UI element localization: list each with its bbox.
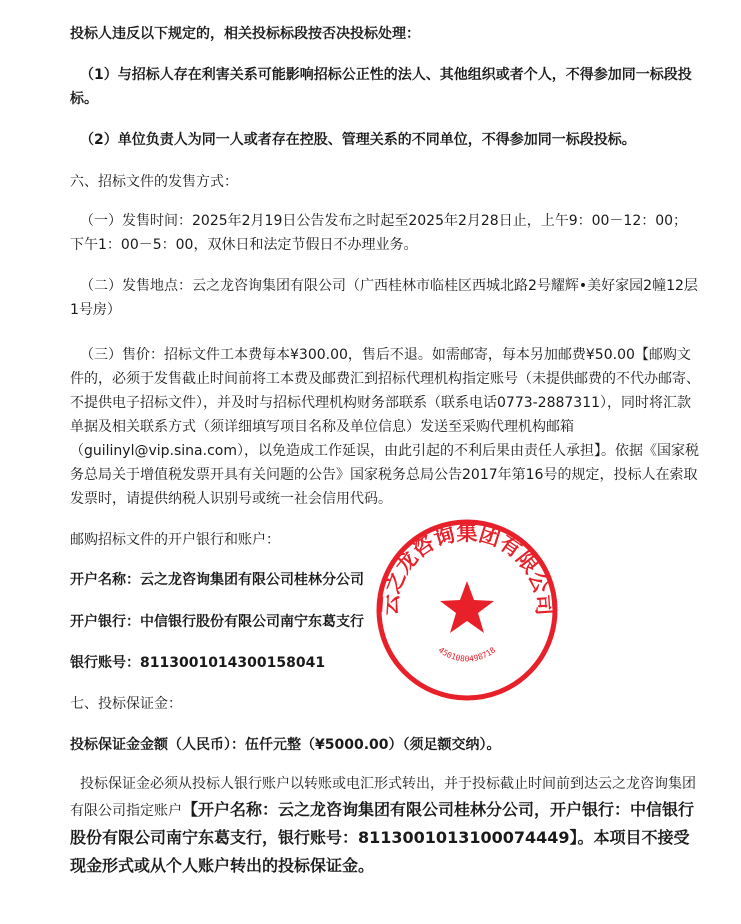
deposit-terms-intro: 投标保证金必须从投标人银行账户以转账或电汇形式转出，并于投标截止时间前到达云之龙咨询集团有限公司指定账户 bbox=[70, 776, 696, 819]
star-icon bbox=[440, 581, 494, 633]
clause-2: （2）单位负责人为同一人或者存在控股、管理关系的不同单位，不得参加同一标段投标。 bbox=[80, 132, 636, 148]
account-name: 开户名称：云之龙咨询集团有限公司桂林分公司 bbox=[70, 572, 364, 588]
clause-1: （1）与招标人存在利害关系可能影响招标公正性的法人、其他组织或者个人，不得参加同一标段投标。 bbox=[70, 67, 692, 107]
sale-location: （二）发售地点：云之龙咨询集团有限公司（广西桂林市临桂区西城北路2号耀辉•美好家园2幢12层1号房） bbox=[70, 278, 698, 318]
clause-intro: 投标人违反以下规定的，相关投标标段按否决投标处理： bbox=[70, 26, 420, 42]
seal-code: 4501080498718 bbox=[436, 645, 498, 664]
seal-name: 云之龙咨询集团有限公司 bbox=[377, 521, 557, 617]
sale-price: （三）售价：招标文件工本费每本¥300.00，售后不退。如需邮寄，每本另加邮费¥50.00【邮购文件的，必须于发售截止时间前将工本费及邮费汇到招标代理机构指定账号（未提供邮费的不代办邮寄、不提供电子招标文件），并及时与招标代理机构财务部联系（联系电话0773-2887311），同时将汇款单据及相关联系方式（须详细填写项目名称及单位信息）发送至采购代理机构邮箱（guilinyl@vip.sina.com），以免造成工作延误，由此引起的不利后果由责任人承担】。依据《国家税务总局关于增值税发票开具有关问题的公告》国家税务总局公告2017年第16号的规定，投标人在索取发票时，请提供纳税人识别号或统一社会信用代码。 bbox=[70, 347, 700, 507]
account-number: 银行账号：8113001014300158041 bbox=[70, 655, 326, 671]
deposit-amount: 投标保证金金额（人民币）：伍仟元整（¥5000.00）（须足额交纳）。 bbox=[70, 737, 501, 753]
bank-name: 开户银行：中信银行股份有限公司南宁东葛支行 bbox=[70, 614, 364, 630]
section-6-heading: 六、招标文件的发售方式： bbox=[70, 174, 238, 190]
bank-info-heading: 邮购招标文件的开户银行和账户： bbox=[70, 532, 280, 548]
section-7-heading: 七、投标保证金： bbox=[70, 696, 182, 712]
deposit-terms bbox=[70, 772, 700, 880]
deposit-account-info: 【开户名称：云之龙咨询集团有限公司桂林分公司，开户银行：中信银行股份有限公司南宁东葛支行，银行账号：8113001013100074449】。本项目不接受现金形式或从个人账户转出的投标保证金。 bbox=[70, 800, 695, 875]
sale-time: （一）发售时间：2025年2月19日公告发布之时起至2025年2月28日止，上午9：00－12：00；下午1：00－5：00，双休日和法定节假日不办理业务。 bbox=[70, 213, 688, 253]
company-seal bbox=[372, 515, 562, 705]
